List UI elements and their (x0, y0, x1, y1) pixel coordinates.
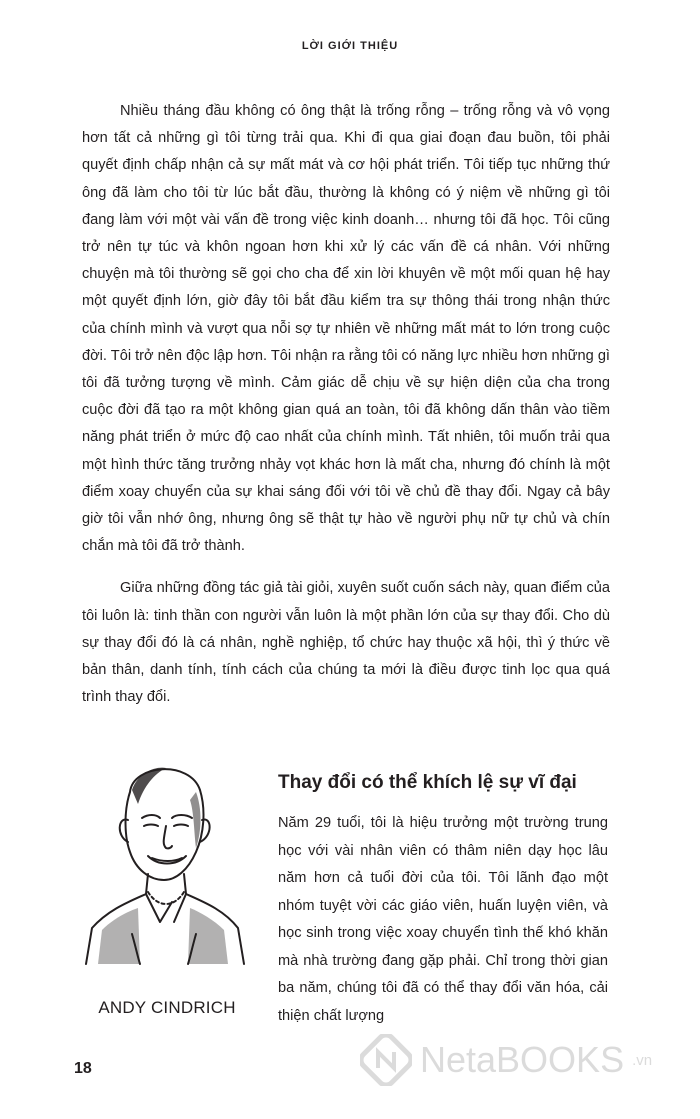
portrait-illustration (78, 752, 248, 967)
watermark-suffix: .vn (632, 1051, 653, 1069)
section-paragraph: Năm 29 tuổi, tôi là hiệu trưởng một trường trung học với vài nhân viên có thâm niên dạy học lâu năm hơn cả tuổi đời của tôi. Tôi lãnh đạo một nhóm tuyệt vời các giáo viên, huấn luyện viên, và học sinh trong việc xoay chuyển tình thế khó khăn mà nhà trường đang gặp phải. Chỉ trong thời gian ba năm, chúng tôi đã có thể thay đổi văn hóa, cải thiện chất lượng (278, 815, 608, 1024)
section (278, 770, 608, 1030)
portrait-caption: ANDY CINDRICH (98, 998, 236, 1017)
paragraph-2: Giữa những đồng tác giả tài giỏi, xuyên suốt cuốn sách này, quan điểm của tôi luôn là: tinh thần con người vẫn luôn là một phần lớn của sự thay đổi. Cho dù sự thay đổi đó là cá nhân, nghề nghiệp, tổ chức hay thuộc xã hội, thì ý thức về bản thân, danh tính, tính cách của chúng ta mới là điều được tinh lọc qua quá trình thay đổi. (82, 580, 610, 706)
netabooks-logo-icon (360, 1034, 412, 1086)
paragraph-1: Nhiều tháng đầu không có ông thật là trống rỗng – trống rỗng và vô vọng hơn tất cả những gì tôi từng trải qua. Khi đi qua giai đoạn đau buồn, tôi phải quyết định chấp nhận cả sự mất mát và cơ hội phát triển. Tôi tiếp tục những thứ ông đã làm cho tôi từ lúc bắt đầu, thường là không có ý niệm về những gì tôi đang làm với một vài vấn đề trong việc kinh doanh… nhưng tôi đã học. Tôi cũng trở nên tự túc và khôn ngoan hơn khi xử lý các vấn đề cá nhân. Với những chuyện mà tôi thường sẽ gọi cho cha để xin lời khuyên về một mối quan hệ hay một quyết định lớn, giờ đây tôi bắt đầu kiểm tra sự thông thái trong nhận thức của chính mình và vượt qua nỗi sợ tự nhiên về những mất mát to lớn trong cuộc đời. Tôi trở nên độc lập hơn. Tôi nhận ra rằng tôi có năng lực nhiều hơn những gì tôi đã tưởng tượng về mình. Cảm giác dễ chịu về sự hiện diện của cha trong cuộc đời đã tạo ra một không gian quá an toàn, tôi đã không dấn thân vào tiềm năng phát triển ở mức độ cao nhất của chính mình. Tất nhiên, tôi muốn trải qua một hình thức tăng trưởng nhảy vọt khác hơn là mất cha, nhưng đó chính là một điểm xoay chuyển của sự khai sáng đối với tôi về chủ đề thay đổi. Ngay cả bây giờ tôi vẫn nhớ ông, nhưng ông sẽ thật tự hào về người phụ nữ tự chủ và chín chắn mà tôi đã trở thành. (82, 103, 610, 555)
section-heading: Thay đổi có thể khích lệ sự vĩ đại (278, 772, 577, 793)
body-text (82, 98, 610, 726)
watermark-text: NetaBOOKS (420, 1039, 625, 1080)
watermark (360, 1030, 690, 1090)
page-number: 18 (74, 1060, 92, 1077)
running-head: LỜI GIỚI THIỆU (301, 40, 399, 52)
